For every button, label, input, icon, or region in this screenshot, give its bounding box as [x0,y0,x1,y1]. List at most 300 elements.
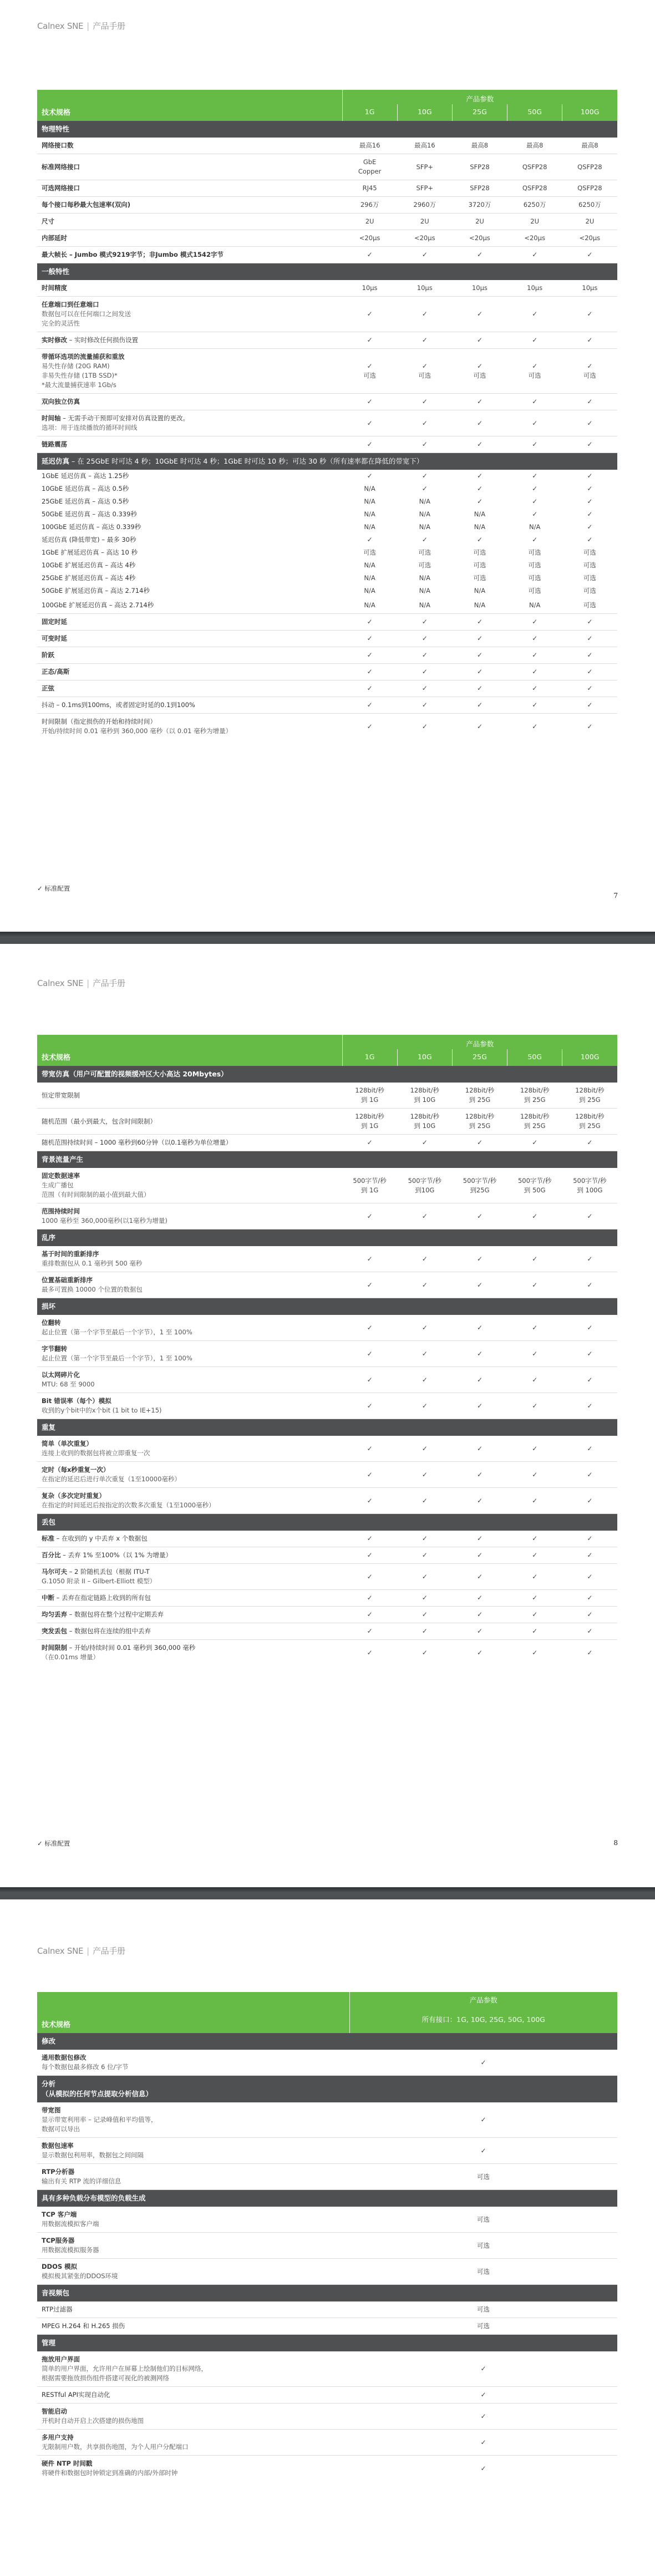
cell-value: 到 25G [524,1096,546,1104]
value-cell-100g [562,1623,617,1640]
row-label: RTP分析器 [42,2168,75,2176]
check-icon: ✓ [476,1323,483,1332]
spec-row [37,470,617,482]
check-icon: ✓ [476,1139,483,1146]
legend-standard-config: ✓ 标准配置 [37,885,70,892]
value-cell-25g [452,1590,507,1607]
check-icon: ✓ [367,651,373,659]
spec-row [37,1590,617,1607]
row-label-detail: – 无需手动干预即可安排对仿真设置的更改。 [60,414,190,422]
row-label-cell [37,394,342,410]
value-cell-10g [397,1135,452,1151]
check-icon: ✓ [587,1444,593,1452]
cell-value: 可选 [418,548,431,556]
check-icon: ✓ [476,1254,483,1263]
value-cell-1g [342,297,397,332]
value-cell-10g [397,1436,452,1462]
cell-value: 最高8 [526,141,544,149]
row-sublabel: （在0.01ms 增量） [42,1653,99,1661]
page-8 [0,944,655,1899]
value-cell-10g [397,1083,452,1109]
value-cell-100g [562,572,617,585]
cell-value: 到10G [415,1186,435,1194]
section-title: 管理 [42,2339,56,2347]
value-cell-50g [507,394,562,410]
value-cell-10g [397,197,452,214]
row-label-cell [37,664,342,680]
row-label: 尺寸 [42,217,54,225]
value-cell-25g [452,559,507,572]
row-label: 10GbE 扩展延迟仿真 – 高达 4秒 [42,561,136,569]
value-cell-10g [397,495,452,508]
section-header [37,2076,617,2103]
value-cell-10g [397,1623,452,1640]
row-label-detail: – 丢弃 1% 至100%（以 1% 为增量） [60,1551,172,1559]
page-divider [0,1887,655,1899]
check-icon: ✓ [476,251,483,258]
value-cell-10g [397,1367,452,1393]
value-cell-1g [342,1564,397,1590]
value-cell-50g [507,138,562,154]
row-label: 100GbE 延迟仿真 – 高达 0.339秒 [42,523,141,531]
row-label: 标准 [42,1535,54,1542]
row-label-cell [37,1367,342,1393]
value-cell-100g [562,410,617,436]
check-icon: ✓ [476,1401,483,1410]
row-label-cell [37,680,342,697]
cell-value: 500字节/秒 [353,1176,387,1185]
value-cell-100g [562,349,617,394]
section-title: 背景流量产生 [42,1155,84,1163]
value-cell-25g [452,1341,507,1367]
cell-value: N/A [529,601,541,609]
value-cell-25g [452,214,507,230]
cell-value: 可选 [477,2172,490,2181]
value-cell-1g [342,1367,397,1393]
check-icon: ✓ [587,668,593,675]
check-icon: ✓ [476,472,483,480]
value-cell-25g [452,332,507,349]
spec-row [37,154,617,180]
row-label: 延迟仿真 (降低带宽) – 最多 30秒 [42,536,136,543]
value-cell-10g [397,714,452,740]
section-title-cell [37,1419,617,1436]
row-label: TCP服务器 [42,2237,75,2244]
value-cell-25g [452,1109,507,1135]
row-label: 恒定带宽限制 [42,1091,80,1099]
check-icon: ✓ [422,1470,428,1478]
value-cell-1g [342,138,397,154]
row-label-cell [37,180,342,197]
value-cell-25g [452,1462,507,1488]
value-cell-25g [452,1168,507,1203]
row-label: 硬件 NTP 时间戳 [42,2460,93,2467]
spec-row [37,664,617,680]
value-cell-100g [562,1341,617,1367]
row-label: 时间轴 [42,414,61,422]
check-icon: ✓ [587,485,593,492]
section-title-cell [37,2033,617,2050]
check-icon: ✓ [422,1572,428,1581]
spec-row [37,332,617,349]
check-icon: ✓ [532,1323,538,1332]
value-cell-100g [562,585,617,597]
row-label: 位置基础重新排序 [42,1276,93,1284]
row-label-detail: – 实时修改任何损伤设置 [67,336,139,344]
value-cell-25g [452,1436,507,1462]
value-cell-25g [452,697,507,714]
doc-title: 产品手册 [92,1946,125,1956]
section-title: 物理特性 [42,125,70,133]
value-cell-100g [562,1246,617,1272]
row-label: 随机范围（最小到最大，包含时间限制） [42,1117,156,1125]
cell-value: 可选 [477,2241,490,2249]
check-icon: ✓ [422,1627,428,1635]
check-icon: ✓ [587,472,593,480]
cell-value: 到 25G [579,1096,601,1104]
row-sublabel: 起止位置（第一个字节至最后一个字节），1 至 100% [42,1328,192,1336]
check-icon: ✓ [422,1254,428,1263]
row-label-cell [37,1393,342,1419]
row-label-cell [37,2207,349,2233]
spec-table-page-9 [37,1992,617,2481]
value-cell-50g [507,680,562,697]
row-label: Bit 错误率（每个）模拟 [42,1397,111,1405]
cell-value: 500字节/秒 [408,1176,441,1185]
check-icon: ✓ [367,1648,373,1657]
row-label: 时间精度 [42,284,67,292]
check-icon: ✓ [367,684,373,692]
row-label: 多用户支持 [42,2433,74,2441]
row-sublabel: 数据包可以在任何端口之间发送 [42,310,131,318]
row-label: MPEG H.264 和 H.265 损伤 [42,2322,125,2330]
value-cell-1g [342,546,397,559]
row-label-cell [37,1246,342,1272]
brand-name: Calnex SNE [37,978,84,988]
row-sublabel: 连接上收到的数据包将被立即重复一次 [42,1449,150,1457]
row-label-cell [37,1203,342,1229]
check-icon: ✓ [422,1401,428,1410]
row-label: 百分比 [42,1551,61,1559]
row-sublabel: 起止位置（第一个字节至最后一个字节），1 至 100% [42,1354,192,1362]
value-cell-25g [452,1393,507,1419]
value-cell-50g [507,546,562,559]
row-label: 可变时延 [42,634,67,642]
value-cell-1g [342,1462,397,1488]
cell-value: 2U [475,217,484,225]
cell-value: 最高8 [581,141,598,149]
check-icon: ✓ [532,1648,538,1657]
check-icon: ✓ [422,1212,428,1220]
section-header [37,1514,617,1531]
row-sublabel: 重排数据包从 0.1 毫秒到 500 毫秒 [42,1259,143,1267]
value-cell-10g [397,154,452,180]
check-icon: ✓ [476,634,483,642]
row-label: 10GbE 延迟仿真 – 高达 0.5秒 [42,485,129,492]
value-cell-100g [562,714,617,740]
check-icon: ✓ [476,1470,483,1478]
value-cell-50g [507,597,562,614]
value-cell-25g [452,597,507,614]
cell-value: 到25G [470,1186,490,1194]
value-cell-50g [507,508,562,521]
row-label-cell [37,1488,342,1514]
value-cell-10g [397,572,452,585]
row-sublabel: 非易失性存储 (1TB SSD)* [42,372,118,379]
cell-value: 128bit/秒 [410,1086,439,1094]
check-icon: ✓ [532,398,538,405]
value-cell-10g [397,436,452,453]
cell-value: 可选 [583,372,596,379]
value-cell-10g [397,680,452,697]
spec-row [37,2318,617,2335]
cell-value: 128bit/秒 [410,1112,439,1120]
row-sublabel: 最多可置换 10000 个位置的数据包 [42,1286,143,1293]
value-cell-10g [397,559,452,572]
check-icon: ✓ [587,1594,593,1602]
check-icon: ✓ [476,1349,483,1358]
check-icon: ✓ [480,2412,486,2420]
value-cell-50g [507,1367,562,1393]
check-icon: ✓ [532,1139,538,1146]
row-label-cell [37,470,342,482]
value-cell-10g [397,410,452,436]
value-cell-50g [507,714,562,740]
value-cell-100g [562,154,617,180]
spec-row [37,2138,617,2164]
row-label-cell [37,585,342,597]
section-title-cell [37,263,617,281]
value-cell [349,2102,617,2138]
row-sublabel: 易失性存储 (20G RAM) [42,362,110,370]
spec-row [37,585,617,597]
value-cell-50g [507,247,562,263]
value-cell-50g [507,1246,562,1272]
check-icon: ✓ [367,1375,373,1384]
value-cell-25g [452,664,507,680]
value-cell-100g [562,1272,617,1298]
value-cell-50g [507,154,562,180]
value-cell-100g [562,647,617,664]
cell-value: 128bit/秒 [520,1112,550,1120]
row-label-cell [37,647,342,664]
section-title-cell [37,1151,617,1168]
check-icon: ✓ [587,362,593,370]
value-cell-25g [452,1083,507,1109]
row-label-detail: – 数据包将在连续的组中丢弃 [67,1627,151,1635]
row-label-cell [37,2301,349,2318]
row-label: 复杂（多次定时重复） [42,1492,105,1500]
row-label: 100GbE 扩展延迟仿真 – 高达 2.714秒 [42,601,154,609]
spec-row [37,247,617,263]
cell-value: 2U [585,217,595,225]
cell-value: 10μs [582,284,598,292]
value-cell-100g [562,559,617,572]
check-icon: ✓ [367,722,373,730]
value-cell-50g [507,297,562,332]
row-label-cell [37,2102,349,2138]
row-sublabel: 开始/持续时间 0.01 毫秒到 360,000 毫秒（以 0.01 毫秒为增量） [42,727,232,735]
check-icon: ✓ [367,1535,373,1542]
value-cell-10g [397,534,452,546]
spec-row [37,2050,617,2076]
value-cell-50g [507,1135,562,1151]
check-icon: ✓ [532,651,538,659]
section-header [37,2033,617,2050]
section-title-cell [37,2335,617,2352]
check-icon: ✓ [422,251,428,258]
check-icon: ✓ [422,684,428,692]
row-label: 马尔可夫 [42,1568,67,1576]
product-params-header: 产品参数 [349,1992,617,2010]
check-icon: ✓ [532,1444,538,1452]
check-icon: ✓ [532,1212,538,1220]
value-cell-10g [397,1564,452,1590]
spec-row [37,697,617,714]
value-cell-100g [562,180,617,197]
check-icon: ✓ [587,1496,593,1505]
value-cell-1g [342,534,397,546]
cell-value: 到 1G [360,1122,379,1130]
value-cell-100g [562,1436,617,1462]
value-cell-100g [562,1315,617,1341]
cell-value: SFP28 [470,162,490,171]
check-icon: ✓ [476,336,483,344]
value-cell-50g [507,332,562,349]
check-icon: ✓ [532,362,538,370]
value-cell-10g [397,1488,452,1514]
check-icon: ✓ [532,336,538,344]
section-title: 损坏 [42,1302,56,1310]
check-icon: ✓ [532,1281,538,1289]
cell-value: 可选 [473,372,486,379]
row-label-cell [37,1135,342,1151]
check-icon: ✓ [476,1496,483,1505]
column-header-50g: 50G [507,104,562,121]
value-cell-1g [342,1531,397,1547]
check-icon: ✓ [422,1594,428,1602]
value-cell-25g [452,394,507,410]
cell-value: 可选 [477,2267,490,2275]
value-cell-100g [562,631,617,647]
row-label: 1GbE 延迟仿真 – 高达 1.25秒 [42,472,129,480]
check-icon: ✓ [476,1212,483,1220]
value-cell-100g [562,214,617,230]
check-icon: ✓ [367,1349,373,1358]
value-cell-1g [342,714,397,740]
value-cell-25g [452,1547,507,1564]
check-icon: ✓ [532,510,538,518]
spec-row [37,559,617,572]
section-title-cell [37,1229,617,1247]
check-icon: ✓ [480,2146,486,2155]
cell-value: RJ45 [362,184,377,192]
row-label-cell [37,247,342,263]
spec-table-page-7 [37,90,617,739]
row-label-cell [37,2138,349,2164]
spec-row [37,2351,617,2387]
row-label-detail: – 开始/持续时间 0.01 毫秒到 360,000 毫秒 [67,1644,196,1652]
check-icon: ✓ [367,362,373,370]
section-title: 重复 [42,1423,56,1431]
value-cell-25g [452,1315,507,1341]
value-cell-50g [507,585,562,597]
value-cell-100g [562,247,617,263]
row-sublabel: 范围（有时间限制的最小值到最大值） [42,1191,150,1198]
value-cell-100g [562,1109,617,1135]
column-header-1g: 1G [342,1049,397,1066]
cell-value: N/A [419,510,430,518]
table-header-row [37,1992,617,2010]
row-sublabel: 完全的灵活性 [42,319,80,327]
value-cell-10g [397,1531,452,1547]
check-icon: ✓ [532,722,538,730]
row-label-cell [37,508,342,521]
check-icon: ✓ [476,1648,483,1657]
check-icon: ✓ [532,1594,538,1602]
spec-row [37,1393,617,1419]
value-cell-50g [507,534,562,546]
check-icon: ✓ [532,485,538,492]
value-cell-1g [342,197,397,214]
row-sublabel: 输出有关 RTP 流的详细信息 [42,2177,121,2185]
row-label-cell [37,138,342,154]
value-cell-50g [507,1341,562,1367]
value-cell-25g [452,1367,507,1393]
spec-row [37,2233,617,2259]
row-label: 内部延时 [42,234,67,242]
check-icon: ✓ [476,1572,483,1581]
spec-row [37,214,617,230]
row-label: 拖放用户界面 [42,2355,80,2363]
value-cell-10g [397,349,452,394]
value-cell-25g [452,1203,507,1229]
value-cell-10g [397,521,452,534]
value-cell-1g [342,647,397,664]
check-icon: ✓ [476,684,483,692]
spec-row [37,230,617,247]
spec-row [37,2164,617,2190]
cell-value: QSFP28 [577,162,602,171]
value-cell-10g [397,1640,452,1666]
value-cell-10g [397,631,452,647]
value-cell-10g [397,1168,452,1203]
row-label: 固定数据速率 [42,1172,80,1180]
row-label-cell [37,2351,349,2387]
check-icon: ✓ [367,440,373,448]
check-icon: ✓ [532,1535,538,1542]
cell-value: N/A [419,601,430,609]
cell-value: 2U [365,217,374,225]
section-title: 音视频包 [42,2289,70,2297]
cell-value: 可选 [583,561,596,569]
cell-value: 128bit/秒 [520,1086,550,1094]
row-label-cell [37,280,342,297]
value-cell-100g [562,1590,617,1607]
row-sublabel: 数据可以导出 [42,2125,80,2133]
check-icon: ✓ [422,1139,428,1146]
row-label-cell [37,534,342,546]
row-label: RTP过滤器 [42,2305,73,2313]
value-cell [349,2318,617,2335]
value-cell-1g [342,1623,397,1640]
check-icon: ✓ [476,310,483,318]
check-icon: ✓ [422,336,428,344]
row-label-cell [37,436,342,453]
value-cell-25g [452,1607,507,1623]
value-cell-10g [397,1272,452,1298]
value-cell-25g [452,546,507,559]
